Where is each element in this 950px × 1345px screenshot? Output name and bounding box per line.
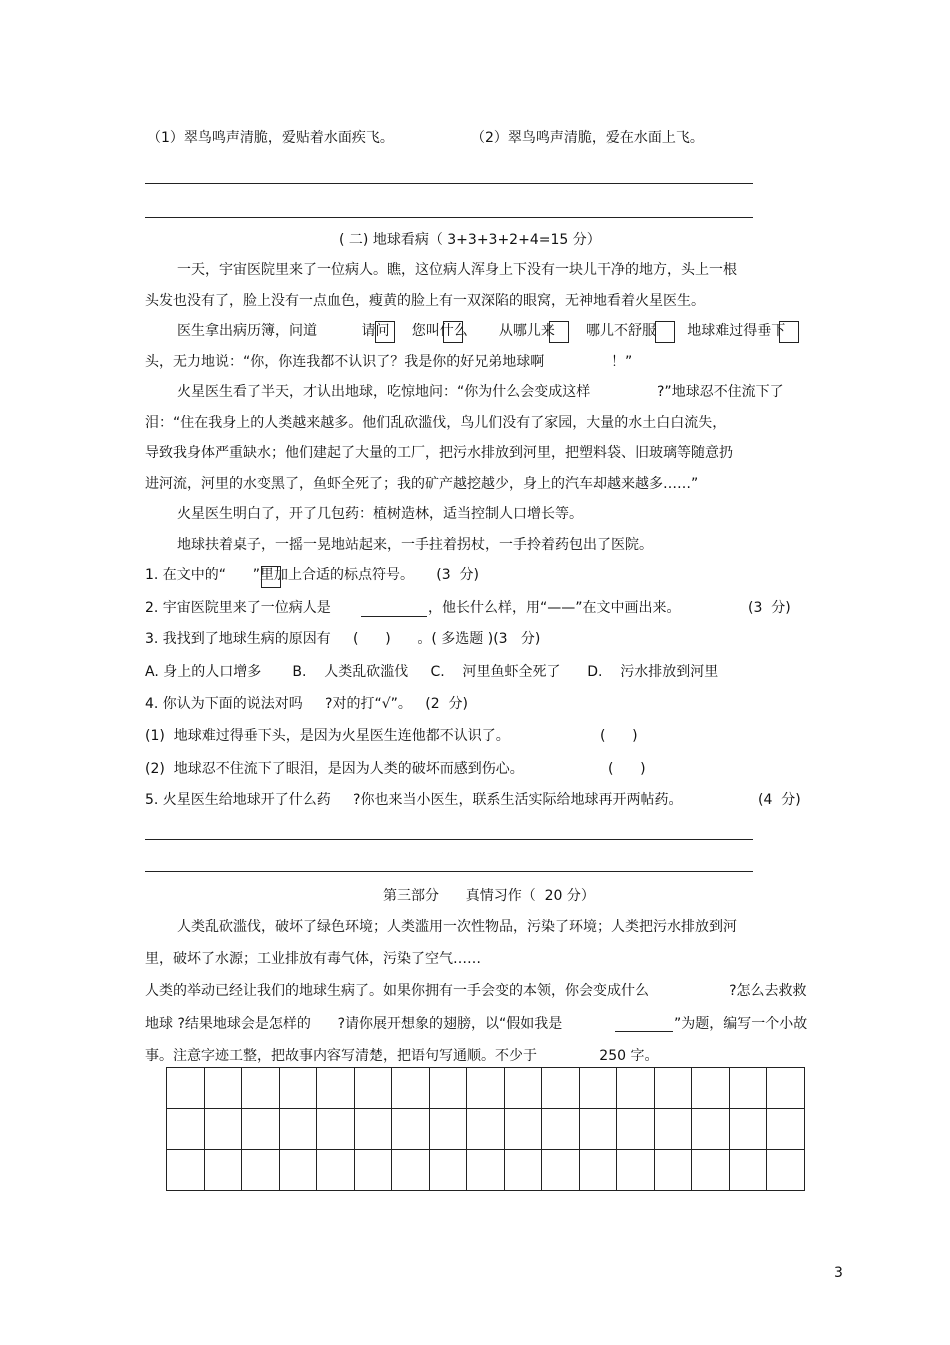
question-3-options: A. 身上的人口增多 B. 人类乱砍滥伐 C. 河里鱼虾全死了 D. 污水排放到河里 xyxy=(145,664,719,680)
grid-cell[interactable] xyxy=(542,1150,580,1191)
answer-parens[interactable]: ( ) xyxy=(600,728,638,744)
grid-cell[interactable] xyxy=(579,1150,617,1191)
grid-cell[interactable] xyxy=(167,1150,205,1191)
passage-line: 火星医生明白了，开了几包药：植树造林，适当控制人口增长等。 xyxy=(177,506,583,522)
answer-line xyxy=(145,217,753,218)
section-title: ( 二) 地球看病（ 3+3+3+2+4=15 分） xyxy=(339,232,601,248)
grid-cell[interactable] xyxy=(504,1109,542,1150)
punctuation-box[interactable] xyxy=(549,321,569,343)
grid-cell[interactable] xyxy=(392,1150,430,1191)
answer-line xyxy=(145,871,753,872)
title-blank[interactable] xyxy=(615,1031,673,1032)
grid-cell[interactable] xyxy=(354,1150,392,1191)
passage-line: 导致我身体严重缺水；他们建起了大量的工厂，把污水排放到河里，把塑料袋、旧玻璃等随意扔 xyxy=(145,445,733,461)
grid-cell[interactable] xyxy=(654,1109,692,1150)
punctuation-box-example xyxy=(261,566,281,588)
grid-cell[interactable] xyxy=(354,1109,392,1150)
answer-line xyxy=(145,839,753,840)
passage-line: 头发也没有了，脸上没有一点血色，瘦黄的脸上有一双深陷的眼窝，无神地看着火星医生。 xyxy=(145,293,705,309)
grid-cell[interactable] xyxy=(167,1109,205,1150)
prompt-line: ”为题，编写一个小故 xyxy=(674,1016,808,1032)
option-2: （2）翠鸟鸣声清脆，爱在水面上飞。 xyxy=(471,130,704,146)
question-4-item-1: (1) 地球难过得垂下头，是因为火星医生连他都不认识了。 xyxy=(145,728,510,744)
grid-cell[interactable] xyxy=(654,1068,692,1109)
grid-cell[interactable] xyxy=(467,1068,505,1109)
grid-cell[interactable] xyxy=(429,1150,467,1191)
grid-row xyxy=(167,1150,805,1191)
passage-line: 火星医生看了半天，才认出地球，吃惊地问：“你为什么会变成这样 ?”地球忍不住流下了 xyxy=(177,384,784,400)
grid-cell[interactable] xyxy=(767,1150,805,1191)
prompt-line: 里，破坏了水源；工业排放有毒气体，污染了空气…… xyxy=(145,951,481,967)
answer-blank[interactable] xyxy=(361,616,427,617)
grid-cell[interactable] xyxy=(579,1109,617,1150)
passage-line: 一天，宇宙医院里来了一位病人。瞧，这位病人浑身上下没有一块儿干净的地方，头上一根 xyxy=(177,262,737,278)
passage-line: 头，无力地说：“你，你连我都不认识了？我是你的好兄弟地球啊 ！” xyxy=(145,354,633,370)
page-number: 3 xyxy=(834,1265,843,1281)
part3-title: 第三部分 真情习作（ 20 分） xyxy=(383,888,595,904)
grid-cell[interactable] xyxy=(429,1068,467,1109)
grid-cell[interactable] xyxy=(729,1068,767,1109)
grid-cell[interactable] xyxy=(279,1109,317,1150)
grid-cell[interactable] xyxy=(692,1109,730,1150)
grid-row xyxy=(167,1068,805,1109)
grid-cell[interactable] xyxy=(167,1068,205,1109)
question-2-rest: ，他长什么样，用“——”在文中画出来。 xyxy=(428,600,681,616)
grid-cell[interactable] xyxy=(204,1109,242,1150)
prompt-line: 人类乱砍滥伐，破坏了绿色环境；人类滥用一次性物品，污染了环境；人类把污水排放到河 xyxy=(177,919,737,935)
passage-line: 地球扶着桌子，一摇一晃地站起来，一手拄着拐杖，一手拎着药包出了医院。 xyxy=(177,537,653,553)
grid-cell[interactable] xyxy=(579,1068,617,1109)
grid-cell[interactable] xyxy=(242,1068,280,1109)
grid-cell[interactable] xyxy=(429,1109,467,1150)
question-4-item-2: (2) 地球忍不住流下了眼泪，是因为人类的破坏而感到伤心。 xyxy=(145,761,524,777)
question-1: 1. 在文中的“ ”里加上合适的标点符号。 (3 分) xyxy=(145,567,479,583)
punctuation-box[interactable] xyxy=(375,321,395,343)
grid-cell[interactable] xyxy=(317,1150,355,1191)
question-3: 3. 我找到了地球生病的原因有 ( ) 。( 多选题 )(3 分) xyxy=(145,631,541,647)
grid-cell[interactable] xyxy=(467,1150,505,1191)
grid-cell[interactable] xyxy=(729,1109,767,1150)
grid-cell[interactable] xyxy=(354,1068,392,1109)
grid-cell[interactable] xyxy=(692,1068,730,1109)
grid-cell[interactable] xyxy=(317,1068,355,1109)
grid-cell[interactable] xyxy=(654,1150,692,1191)
grid-cell[interactable] xyxy=(392,1068,430,1109)
question-2: 2. 宇宙医院里来了一位病人是 xyxy=(145,600,331,616)
passage-line: 泪：“住在我身上的人类越来越多。他们乱砍滥伐，鸟儿们没有了家园，大量的水土白白流失， xyxy=(145,415,727,431)
punctuation-box[interactable] xyxy=(655,321,675,343)
punctuation-box[interactable] xyxy=(779,321,799,343)
grid-cell[interactable] xyxy=(729,1150,767,1191)
prompt-line: 人类的举动已经让我们的地球生病了。如果你拥有一手会变的本领，你会变成什么 ?怎么去救救 xyxy=(145,983,807,999)
grid-cell[interactable] xyxy=(392,1109,430,1150)
prompt-line: 事。注意字迹工整，把故事内容写清楚，把语句写通顺。不少于 250 字。 xyxy=(145,1048,659,1064)
grid-cell[interactable] xyxy=(617,1150,655,1191)
grid-cell[interactable] xyxy=(242,1109,280,1150)
grid-cell[interactable] xyxy=(242,1150,280,1191)
grid-cell[interactable] xyxy=(767,1109,805,1150)
writing-grid[interactable] xyxy=(166,1067,805,1191)
grid-cell[interactable] xyxy=(467,1109,505,1150)
punctuation-box[interactable] xyxy=(443,321,463,343)
answer-line xyxy=(145,183,753,184)
grid-cell[interactable] xyxy=(279,1150,317,1191)
passage-line: 医生拿出病历簿，问道 请问 您叫什么 从哪儿来 哪儿不舒服 地球难过得垂下 xyxy=(177,323,786,339)
grid-cell[interactable] xyxy=(767,1068,805,1109)
prompt-line: 地球 ?结果地球会是怎样的 ?请你展开想象的翅膀，以“假如我是 xyxy=(145,1016,563,1032)
option-1: （1）翠鸟鸣声清脆，爱贴着水面疾飞。 xyxy=(147,130,394,146)
grid-cell[interactable] xyxy=(504,1150,542,1191)
passage-line: 进河流，河里的水变黑了，鱼虾全死了；我的矿产越挖越少，身上的汽车却越来越多……” xyxy=(145,476,699,492)
grid-cell[interactable] xyxy=(617,1068,655,1109)
grid-row xyxy=(167,1109,805,1150)
grid-cell[interactable] xyxy=(279,1068,317,1109)
grid-cell[interactable] xyxy=(542,1068,580,1109)
grid-cell[interactable] xyxy=(204,1068,242,1109)
question-5: 5. 火星医生给地球开了什么药 ?你也来当小医生，联系生活实际给地球再开两帖药。 xyxy=(145,792,683,808)
grid-cell[interactable] xyxy=(692,1150,730,1191)
grid-cell[interactable] xyxy=(617,1109,655,1150)
grid-cell[interactable] xyxy=(504,1068,542,1109)
question-5-score: (4 分) xyxy=(758,792,801,808)
question-4: 4. 你认为下面的说法对吗 ?对的打“√”。 (2 分) xyxy=(145,696,468,712)
grid-cell[interactable] xyxy=(204,1150,242,1191)
grid-cell[interactable] xyxy=(317,1109,355,1150)
question-2-score: (3 分) xyxy=(748,600,791,616)
answer-parens[interactable]: ( ) xyxy=(608,761,646,777)
grid-cell[interactable] xyxy=(542,1109,580,1150)
